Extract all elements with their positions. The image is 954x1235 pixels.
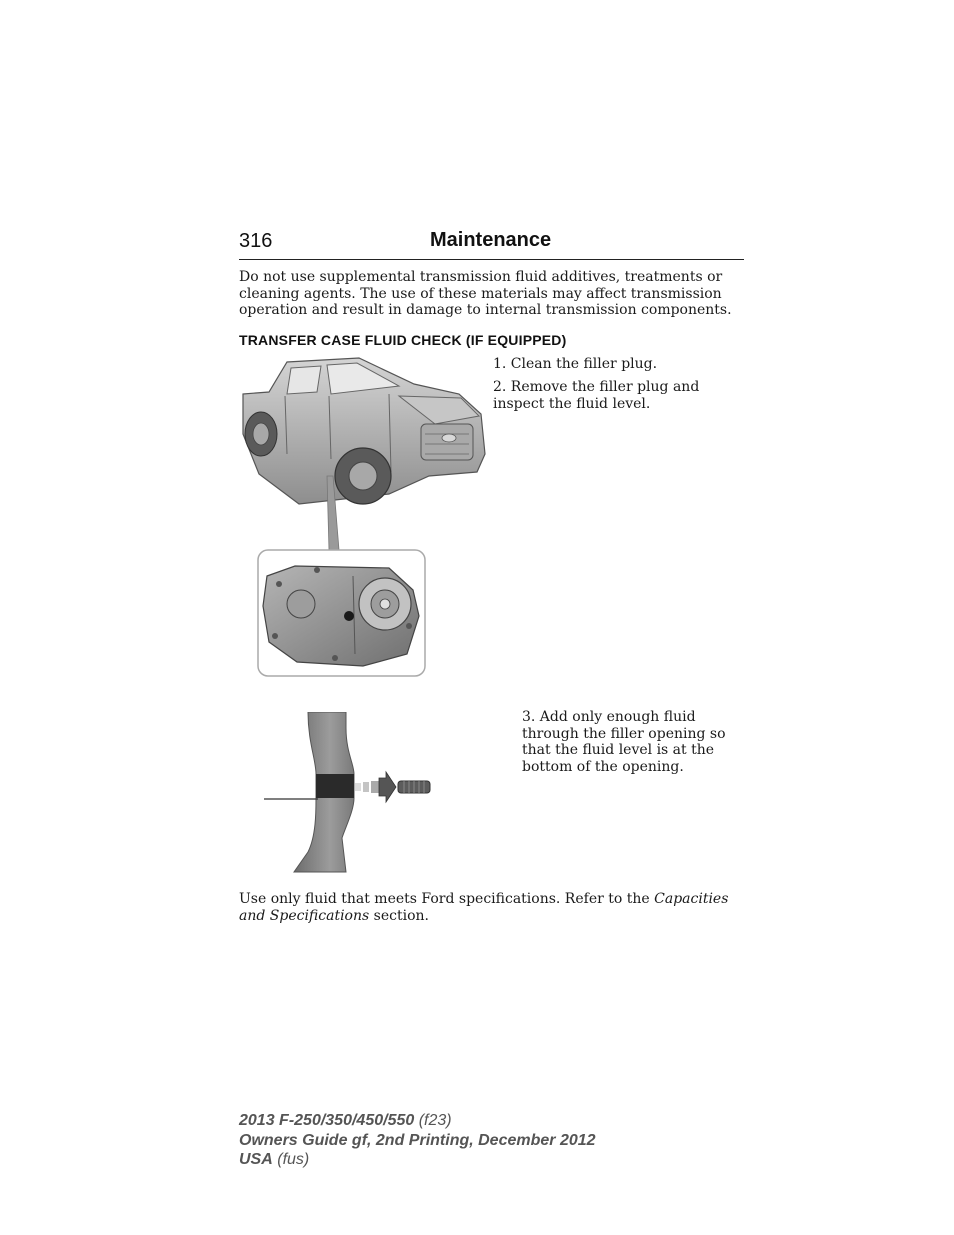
- footer-printing: Owners Guide gf, 2nd Printing, December 2012: [239, 1131, 596, 1149]
- closing-paragraph: [239, 891, 729, 924]
- footer-model-code: (f23): [418, 1112, 452, 1129]
- section-title: Maintenance: [430, 229, 552, 251]
- footer-region-code: (fus): [277, 1151, 310, 1168]
- step-3: 3. Add only enough fluid through the filler opening so that the fluid level is at the bottom of the opening.: [522, 709, 726, 775]
- footer-line-2: [239, 1131, 596, 1151]
- closing-text-before: Use only fluid that meets Ford specifications. Refer to the: [239, 891, 655, 907]
- footer-model: 2013 F-250/350/450/550: [239, 1112, 415, 1129]
- page-footer: [239, 1111, 596, 1170]
- page-header: [239, 229, 744, 260]
- footer-line-1: [239, 1111, 596, 1131]
- subheading: TRANSFER CASE FLUID CHECK (IF EQUIPPED): [239, 332, 567, 348]
- closing-text-after: section.: [369, 907, 429, 924]
- footer-region: USA: [239, 1151, 273, 1168]
- filler-plug-illustration: [262, 712, 437, 879]
- footer-line-3: [239, 1150, 596, 1170]
- step-1: 1. Clean the filler plug.: [493, 356, 658, 372]
- step-2: 2. Remove the filler plug and inspect the fluid level.: [493, 379, 700, 412]
- capacities-reference: Capacities and Specifications: [239, 891, 729, 924]
- truck-transfer-case-illustration: [239, 354, 489, 685]
- intro-paragraph: Do not use supplemental transmission fluid additives, treatments or cleaning agents. The use of these materials may affect transmission operation and result in damage to internal transmission components.: [239, 269, 732, 318]
- page-number: 316: [239, 230, 273, 252]
